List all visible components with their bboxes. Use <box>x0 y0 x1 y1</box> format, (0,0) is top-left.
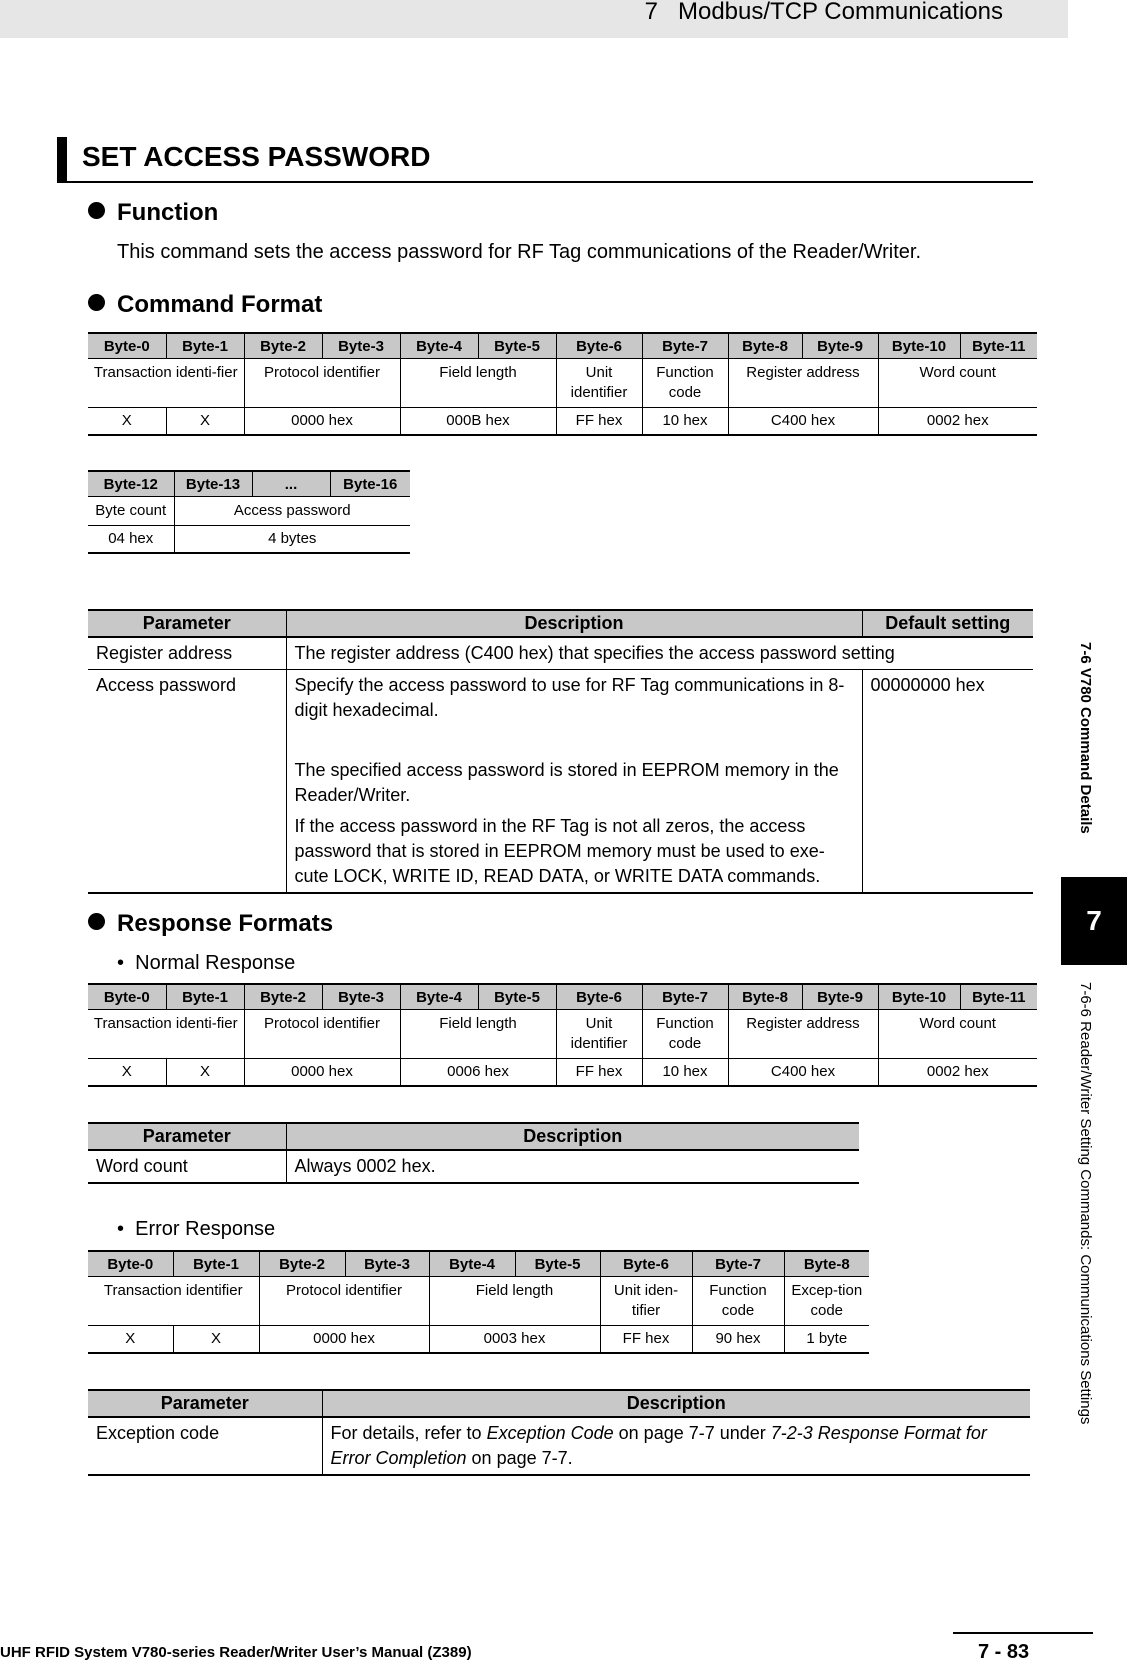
byte-label-row <box>88 359 1037 408</box>
error-response-label-text: Error Response <box>135 1218 276 1240</box>
parameter-name: Register address <box>88 637 286 670</box>
parameter-row <box>88 637 1033 670</box>
byte-header: Byte-9 <box>802 333 878 359</box>
field-value: X <box>88 1059 166 1087</box>
field-label: Protocol identifier <box>244 359 400 408</box>
field-value: 4 bytes <box>174 526 410 554</box>
field-value: C400 hex <box>728 408 878 436</box>
byte-header: Byte-0 <box>88 1251 173 1277</box>
field-value: 0002 hex <box>878 408 1037 436</box>
parameter-row <box>88 1150 859 1183</box>
response-formats-heading-label: Response Formats <box>117 910 334 937</box>
parameter-header-row <box>88 1123 859 1150</box>
parameter-row <box>88 1417 1030 1475</box>
field-value: 10 hex <box>642 1059 728 1087</box>
byte-value-row <box>88 1059 1037 1087</box>
field-label: Protocol identifier <box>259 1277 429 1326</box>
byte-header: Byte-4 <box>400 984 478 1010</box>
description-header: Description <box>286 1123 859 1150</box>
section-title: SET ACCESS PASSWORD <box>82 141 431 172</box>
field-value: 0006 hex <box>400 1059 556 1087</box>
byte-header-row <box>88 471 410 497</box>
byte-header: Byte-2 <box>244 984 322 1010</box>
side-subsection-label: 7-6-6 Reader/Writer Setting Commands: Communications Settings <box>1077 982 1094 1425</box>
description-text: on page 7-7. <box>466 1448 573 1468</box>
description-text: on page 7-7 under <box>613 1423 771 1443</box>
section-rule <box>57 181 1033 183</box>
command-byte-table-2 <box>88 470 410 554</box>
parameter-row <box>88 670 1033 894</box>
description-header: Description <box>322 1390 1030 1417</box>
byte-header: Byte-2 <box>244 333 322 359</box>
field-value: X <box>88 1326 173 1354</box>
footer-manual-title: UHF RFID System V780-series Reader/Writer User’s Manual (Z389) <box>0 1644 472 1661</box>
field-label: Access password <box>174 497 410 526</box>
side-section-label: 7-6 V780 Command Details <box>1077 642 1094 834</box>
command-parameter-table <box>88 609 1033 894</box>
field-value: 1 byte <box>784 1326 869 1354</box>
default-value: 00000000 hex <box>862 670 1033 894</box>
parameter-description: The register address (C400 hex) that specifies the access password setting <box>286 637 1033 670</box>
parameter-header-row <box>88 610 1033 637</box>
description-paragraph: If the access password in the RF Tag is not all zeros, the access password that is stored in EEPROM memory must be used to exe-cute LOCK, WRITE ID, READ DATA, or WRITE DATA commands. <box>294 816 825 886</box>
byte-header: Byte-10 <box>878 333 960 359</box>
parameter-name: Word count <box>88 1150 286 1183</box>
byte-header: Byte-1 <box>166 984 244 1010</box>
function-text: This command sets the access password for RF Tag communications of the Reader/Writer. <box>117 241 922 263</box>
chapter-title: 7 Modbus/TCP Communications <box>644 0 1003 25</box>
function-heading-label: Function <box>117 199 219 226</box>
byte-header: Byte-6 <box>556 333 642 359</box>
description-paragraph: Specify the access password to use for RF Tag communications in 8-digit hexadecimal. <box>294 675 845 720</box>
byte-header: Byte-10 <box>878 984 960 1010</box>
byte-header: Byte-1 <box>173 1251 259 1277</box>
byte-header: Byte-3 <box>345 1251 429 1277</box>
field-value: X <box>173 1326 259 1354</box>
byte-header: Byte-5 <box>478 984 556 1010</box>
parameter-name: Exception code <box>88 1417 322 1475</box>
byte-header: Byte-2 <box>259 1251 345 1277</box>
byte-header: Byte-8 <box>784 1251 869 1277</box>
field-value: X <box>166 408 244 436</box>
default-header: Default setting <box>862 610 1033 637</box>
byte-header: Byte-1 <box>166 333 244 359</box>
field-label: Unit identifier <box>556 359 642 408</box>
field-label: Function code <box>642 1010 728 1059</box>
parameter-header: Parameter <box>88 1123 286 1150</box>
parameter-description <box>286 670 862 894</box>
byte-header: Byte-3 <box>322 333 400 359</box>
field-label: Field length <box>400 359 556 408</box>
byte-header: Byte-6 <box>556 984 642 1010</box>
byte-value-row <box>88 1326 869 1354</box>
description-paragraph: The specified access password is stored in EEPROM memory in the Reader/Writer. <box>294 760 839 805</box>
field-value: 0000 hex <box>244 408 400 436</box>
byte-value-row <box>88 526 410 554</box>
field-value: 0000 hex <box>244 1059 400 1087</box>
field-value: 000B hex <box>400 408 556 436</box>
parameter-description: Always 0002 hex. <box>286 1150 859 1183</box>
field-label: Transaction identifier <box>88 1277 259 1326</box>
byte-value-row <box>88 408 1037 436</box>
byte-header: Byte-7 <box>642 333 728 359</box>
parameter-name: Access password <box>88 670 286 894</box>
field-value: FF hex <box>556 408 642 436</box>
byte-header-row <box>88 1251 869 1277</box>
byte-label-row <box>88 497 410 526</box>
section-marker-bar <box>57 137 67 183</box>
byte-header: Byte-5 <box>478 333 556 359</box>
field-label: Word count <box>878 1010 1037 1059</box>
byte-header: Byte-13 <box>174 471 252 497</box>
bullet-dot-icon <box>88 913 105 930</box>
description-header: Description <box>286 610 862 637</box>
field-label: Protocol identifier <box>244 1010 400 1059</box>
field-value: FF hex <box>600 1326 692 1354</box>
command-byte-table <box>88 332 1037 436</box>
byte-header-row <box>88 984 1037 1010</box>
parameter-description <box>322 1417 1030 1475</box>
field-label: Word count <box>878 359 1037 408</box>
byte-header: Byte-0 <box>88 984 166 1010</box>
field-label: Field length <box>429 1277 600 1326</box>
field-label: Register address <box>728 1010 878 1059</box>
byte-header: Byte-4 <box>400 333 478 359</box>
parameter-header-row <box>88 1390 1030 1417</box>
field-label: Transaction identi-fier <box>88 359 244 408</box>
field-value: 0000 hex <box>259 1326 429 1354</box>
parameter-header: Parameter <box>88 610 286 637</box>
error-response-parameter-table <box>88 1389 1030 1476</box>
response-formats-heading <box>88 910 333 938</box>
page-number: 7 - 83 <box>978 1641 1030 1663</box>
field-label: Register address <box>728 359 878 408</box>
bullet-dot-icon <box>88 294 105 311</box>
footer-rule <box>953 1632 1093 1634</box>
normal-response-byte-table <box>88 983 1037 1087</box>
function-heading <box>88 199 218 227</box>
field-label: Function code <box>642 359 728 408</box>
command-format-heading-label: Command Format <box>117 291 323 318</box>
byte-header-row <box>88 333 1037 359</box>
field-label: Function code <box>692 1277 784 1326</box>
byte-header: Byte-12 <box>88 471 174 497</box>
normal-response-label-text: Normal Response <box>135 952 296 974</box>
description-text: For details, refer to <box>330 1423 487 1443</box>
normal-response-label: • Normal Response <box>117 952 296 974</box>
byte-header: Byte-11 <box>960 333 1037 359</box>
field-value: 0002 hex <box>878 1059 1037 1087</box>
byte-header: Byte-16 <box>330 471 410 497</box>
parameter-header: Parameter <box>88 1390 322 1417</box>
field-label: Field length <box>400 1010 556 1059</box>
byte-header: Byte-7 <box>692 1251 784 1277</box>
field-label: Unit identifier <box>556 1010 642 1059</box>
field-label: Byte count <box>88 497 174 526</box>
cross-reference: Exception Code <box>486 1423 614 1443</box>
byte-header: Byte-4 <box>429 1251 515 1277</box>
error-response-byte-table <box>88 1250 869 1354</box>
chapter-tab: 7 <box>1061 877 1127 965</box>
error-response-label: • Error Response <box>117 1218 276 1240</box>
field-value: FF hex <box>556 1059 642 1087</box>
field-value: 04 hex <box>88 526 174 554</box>
field-label: Transaction identi-fier <box>88 1010 244 1059</box>
field-value: X <box>166 1059 244 1087</box>
byte-label-row <box>88 1277 869 1326</box>
byte-label-row <box>88 1010 1037 1059</box>
byte-header: Byte-0 <box>88 333 166 359</box>
bullet-dot-icon <box>88 202 105 219</box>
byte-header: Byte-7 <box>642 984 728 1010</box>
byte-header: Byte-6 <box>600 1251 692 1277</box>
field-value: 90 hex <box>692 1326 784 1354</box>
command-format-heading <box>88 291 322 319</box>
normal-response-parameter-table <box>88 1122 859 1184</box>
byte-header: Byte-11 <box>960 984 1037 1010</box>
field-value: 10 hex <box>642 408 728 436</box>
field-value: 0003 hex <box>429 1326 600 1354</box>
field-value: C400 hex <box>728 1059 878 1087</box>
byte-header: Byte-8 <box>728 984 802 1010</box>
byte-header: Byte-3 <box>322 984 400 1010</box>
byte-header: Byte-9 <box>802 984 878 1010</box>
field-label: Excep-tion code <box>784 1277 869 1326</box>
byte-header: Byte-8 <box>728 333 802 359</box>
cross-reference: 7-2-3 Response Format for Error Completion <box>330 1423 987 1468</box>
byte-header: Byte-5 <box>515 1251 600 1277</box>
field-value: X <box>88 408 166 436</box>
field-label: Unit iden-tifier <box>600 1277 692 1326</box>
byte-header: ... <box>252 471 330 497</box>
